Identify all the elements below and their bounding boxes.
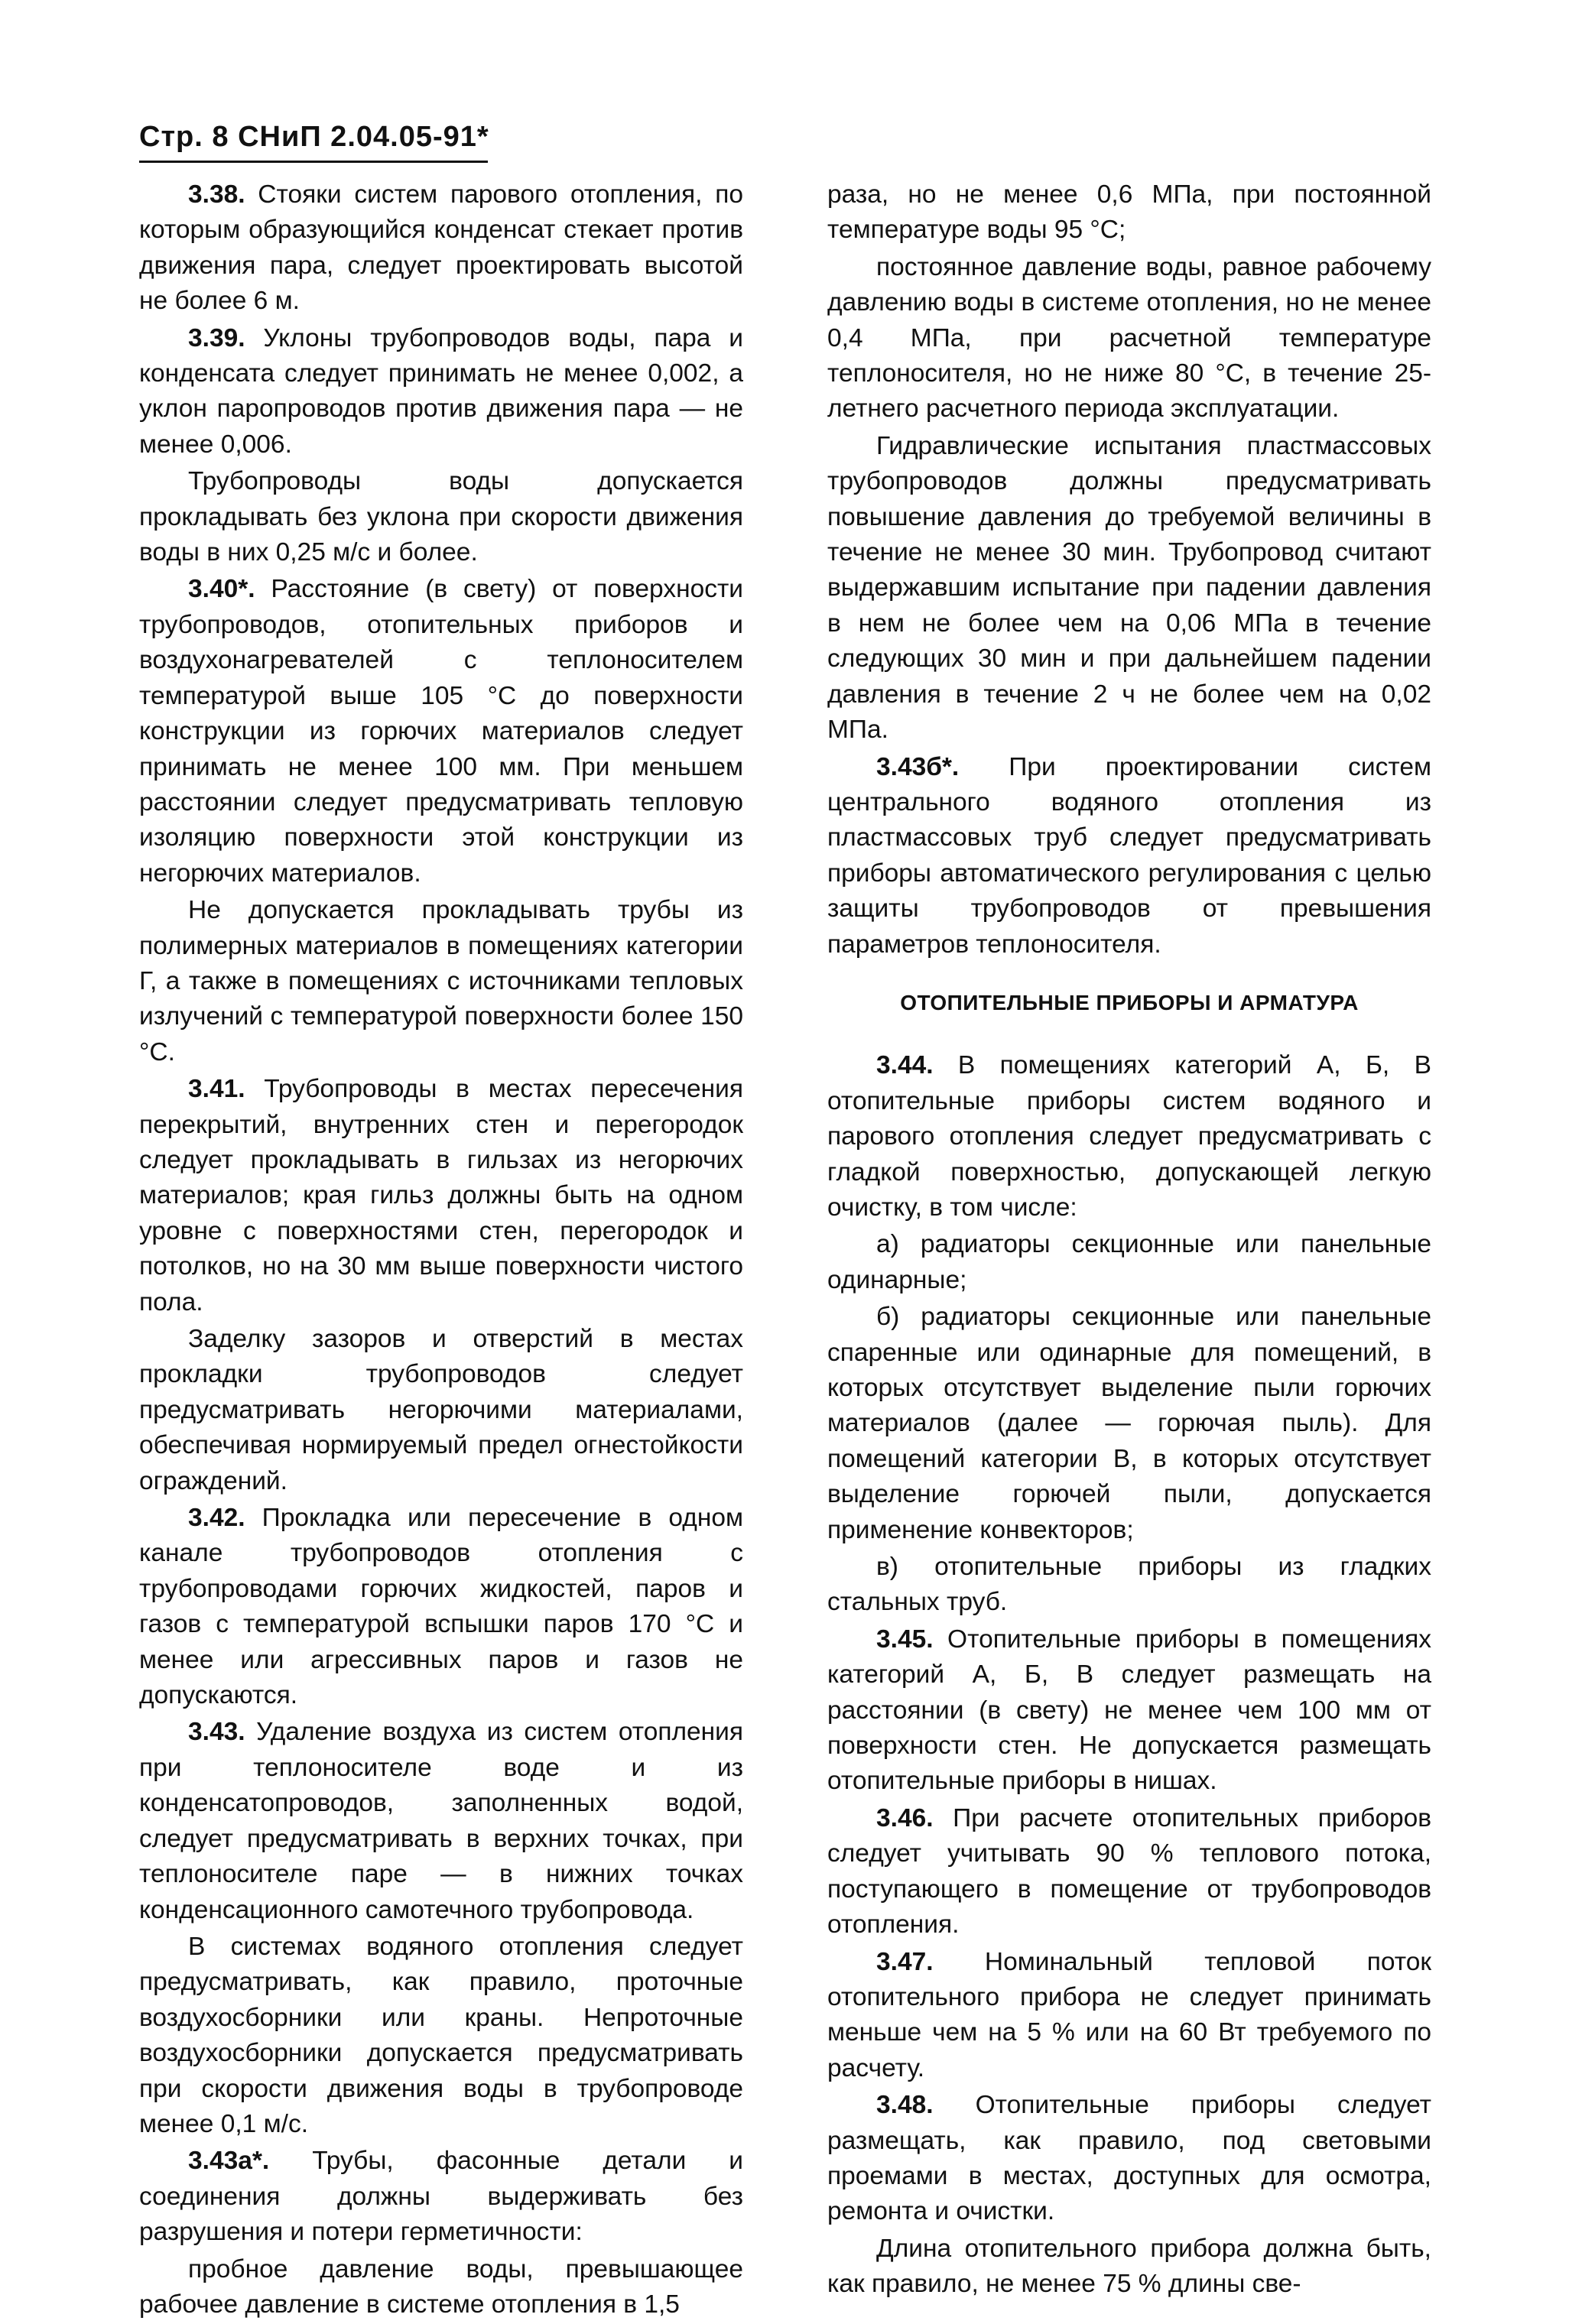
paragraph-text: раза, но не менее 0,6 МПа, при постоянной температуре воды 95 °С; [827,180,1431,245]
paragraph-text: пробное давление воды, превышающее рабочее давление в системе отопления в 1,5 [139,2254,743,2319]
clause-number: 3.43. [188,1718,245,1747]
paragraph-text: Стояки систем парового отопления, по которым образующийся конденсат стекает против движения пара, следует проектировать высотой не более 6 м. [139,180,743,316]
paragraph-text: постоянное давление воды, равное рабочему давлению воды в системе отопления, но не менее 0,4 МПа, при расчетной температуре теплоносителя, но не ниже 80 °С, в течение 25-летнего расчетного периода эксплуатации. [827,252,1431,424]
paragraph [139,1072,743,1320]
right-column [827,177,1431,2304]
paragraph-text: При расчете отопительных приборов следует учитывать 90 % теплового потока, поступающего в помещение от трубопроводов отопления. [827,1803,1432,1939]
paragraph-text: В помещениях категорий А, Б, В отопительные приборы систем водяного и парового отопления следует предусматривать с гладкой поверхностью, допускающей легкую очистку, в том числе: [827,1051,1431,1222]
paragraph [139,893,743,1070]
paragraph [827,429,1431,748]
paragraph [827,1945,1431,2087]
paragraph [827,177,1431,248]
clause-number: 3.41. [188,1075,245,1104]
paragraph-text: При проектировании систем центрального водяного отопления из пластмассовых труб следует предусматривать приборы автоматического регулирования с целью защиты трубопроводов от превышения параметров теплоносителя. [827,752,1431,959]
paragraph-text: Отопительные приборы следует размещать, как правило, под световыми проемами в местах, доступных для осмотра, ремонта и очистки. [827,2091,1432,2226]
clause-number: 3.40*. [188,575,255,604]
clause-number: 3.42. [188,1504,245,1533]
paragraph [139,177,743,320]
paragraph [139,1930,743,2142]
paragraph [827,2231,1431,2303]
paragraph [139,464,743,570]
paragraph [827,2088,1431,2230]
paragraph [139,2144,743,2250]
paragraph-text: а) радиаторы секционные или панельные одинарные; [827,1230,1431,1294]
paragraph [827,1622,1431,1800]
paragraph-text: в) отопительные приборы из гладких стальных труб. [827,1553,1431,1617]
clause-number: 3.48. [876,2091,934,2120]
section-heading: ОТОПИТЕЛЬНЫЕ ПРИБОРЫ И АРМАТУРА [900,990,1359,1014]
paragraph-text: Трубопроводы в местах пересечения перекрытий, внутренних стен и перегородок следует прокладывать в гильзах из негорючих материалов; края гильз должны быть на одном уровне с поверхностями стен, перегородок и потолков, но на 30 мм выше поверхности чистого пола. [139,1075,743,1316]
paragraph-text: Гидравлические испытания пластмассовых трубопроводов должны предусматривать повышение давления до требуемой величины в течение не менее 30 мин. Трубопровод считают выдержавшим испытание при падении давления в нем не более чем на 0,06 МПа в течение следующих 30 мин и при дальнейшем падении давления в течение 2 ч не более чем на 0,02 МПа. [827,431,1431,745]
paragraph-text: В системах водяного отопления следует предусматривать, как правило, проточные воздухосборники или краны. Непроточные воздухосборники допускается предусматривать при скорости движения воды в трубопроводе менее 0,1 м/с. [139,1932,743,2138]
paragraph [139,572,743,891]
paragraph-text: Заделку зазоров и отверстий в местах прокладки трубопроводов следует предусматривать негорючими материалами, обеспечивая нормируемый предел огнестойкости ограждений. [139,1325,743,1495]
clause-number: 3.38. [188,180,245,209]
clause-number: 3.43б*. [876,752,960,781]
clause-number: 3.46. [876,1803,934,1832]
header-rule [139,161,488,163]
clause-number: 3.47. [876,1947,934,1976]
paragraph-text: Отопительные приборы в помещениях категорий А, Б, В следует размещать на расстоянии (в свету) не менее чем 100 мм от поверхности стен. Не допускается размещать отопительные приборы в нишах. [827,1625,1431,1796]
paragraph-text: Не допускается прокладывать трубы из полимерных материалов в помещениях категории Г, а также в помещениях с источниками тепловых излучений с температурой поверхности более 150 °С. [139,896,743,1066]
paragraph [827,1048,1431,1225]
page-header: Стр. 8 СНиП 2.04.05-91* [139,121,489,153]
paragraph [827,1300,1431,1548]
paragraph-text: б) радиаторы секционные или панельные спаренные или одинарные для помещений, в которых отсутствует выделение пыли горючих материалов (далее — горючая пыль). Для помещений категории В, в которых отсутствует выделение горючей пыли, допускается применение конвекторов; [827,1303,1431,1544]
paragraph-text: Удаление воздуха из систем отопления при теплоносителе воде и из конденсатопроводов, заполненных водой, следует предусматривать в верхних точках, при теплоносителе паре — в нижних точках конденсационного самотечного трубопровода. [139,1718,743,1924]
clause-number: 3.44. [876,1051,934,1080]
paragraph [827,1227,1431,1298]
paragraph [827,1550,1431,1621]
clause-number: 3.43а*. [188,2147,270,2176]
paragraph [139,2252,743,2323]
clause-number: 3.45. [876,1625,934,1654]
paragraph-text: Длина отопительного прибора должна быть, как правило, не менее 75 % длины све- [827,2234,1431,2299]
paragraph-text: Номинальный тепловой поток отопительного прибора не следует принимать меньше чем на 5 % или на 60 Вт требуемого по расчету. [827,1947,1432,2082]
paragraph [139,1715,743,1927]
paragraph-text: Прокладка или пересечение в одном канале трубопроводов отопления с трубопроводами горючих жидкостей, паров и газов с температурой вспышки паров 170 °С и менее или агрессивных паров и газов не допускаются. [139,1504,743,1710]
paragraph [827,750,1431,962]
paragraph [139,1322,743,1499]
paragraph-text: Трубопроводы воды допускается прокладывать без уклона при скорости движения воды в них 0,25 м/с и более. [139,467,743,567]
paragraph [139,1501,743,1713]
paragraph [827,250,1431,427]
clause-number: 3.39. [188,323,245,352]
paragraph-text: Уклоны трубопроводов воды, пара и конденсата следует принимать не менее 0,002, а уклон паропроводов против движения пара — не менее 0,006. [139,323,744,459]
paragraph-text: Расстояние (в свету) от поверхности трубопроводов, отопительных приборов и воздухонагревателей с теплоносителем температурой выше 105 °С до поверхности конструкции из горючих материалов следует принимать не менее 100 мм. При меньшем расстоянии следует предусматривать тепловую изоляцию поверхности этой конструкции из негорючих материалов. [139,575,744,888]
paragraph [827,1801,1431,1943]
paragraph-text: Трубы, фасонные детали и соединения должны выдерживать без разрушения и потери герметичности: [139,2147,743,2247]
left-column [139,177,743,2324]
paragraph [139,321,743,463]
